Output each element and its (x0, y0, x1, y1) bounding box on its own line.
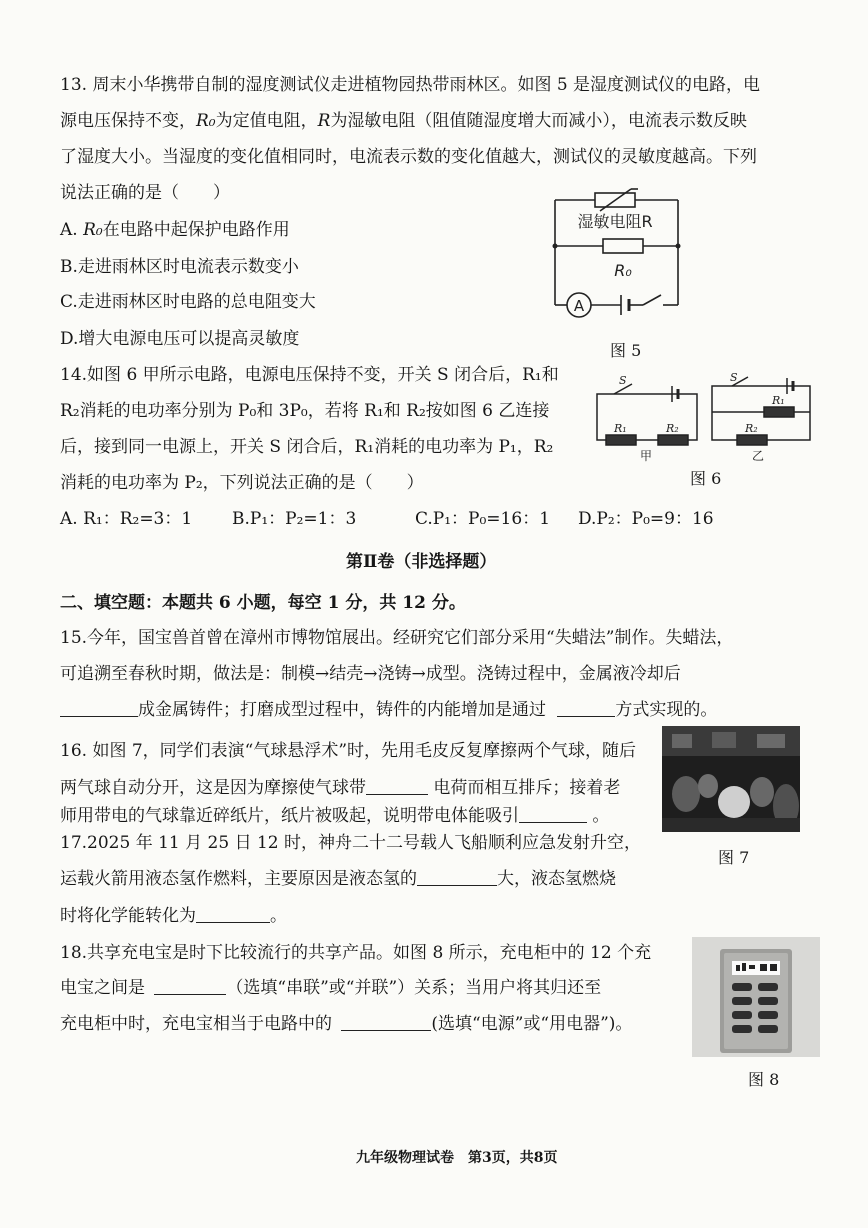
q15-line2: 可追溯至春秋时期，做法是：制模→结壳→浇铸→成型。浇铸过程中，金属液冷却后 (60, 664, 681, 684)
q13-option-a-label: A. (60, 220, 78, 240)
part2-title: 第Ⅱ卷（非选择题） (346, 552, 497, 572)
q18-line2-b: （选填“串联”或“并联”）关系；当用户将其归还至 (226, 978, 602, 998)
figure-8-caption: 图 8 (748, 1070, 780, 1089)
q15-line3-a: 成金属铸件；打磨成型过程中，铸件的内能增加是通过 (138, 700, 546, 720)
q16-blank-1[interactable] (366, 778, 428, 795)
figure-6-circuits (592, 372, 814, 462)
fig6-left-r1-label: R₁ (614, 422, 627, 435)
fig6-yi-label: 乙 (752, 449, 765, 462)
q14-line1: 14.如图 6 甲所示电路，电源电压保持不变，开关 S 闭合后，R₁和 (60, 365, 559, 385)
q14-option-b: B.P₁：P₂=1：3 (232, 509, 357, 529)
q13-sym-r: R (317, 111, 331, 131)
q17-line1: 17.2025 年 11 月 25 日 12 时，神舟二十二号载人飞船顺利应急发射升空， (60, 833, 642, 853)
q18-blank-2[interactable] (341, 1014, 431, 1031)
q18-line1: 18.共享充电宝是时下比较流行的共享产品。如图 8 所示，充电柜中的 12 个充 (60, 943, 652, 963)
fig5-r0-label: R₀ (614, 261, 632, 280)
q14-option-d: D.P₂：P₀=9：16 (578, 509, 714, 529)
q13-line2-a: 源电压保持不变， (60, 111, 196, 131)
figure-7-photo (662, 726, 800, 832)
q17-blank-1[interactable] (417, 869, 497, 886)
q13-option-a-text: 在电路中起保护电路作用 (102, 220, 290, 240)
q17-line3 (60, 905, 287, 927)
q16-line3-b: 。 (592, 806, 610, 826)
q13-line2 (60, 110, 747, 132)
fig6-right-switch-label: S (730, 372, 738, 384)
q18-line2-a: 电宝之间是 (60, 978, 145, 998)
q17-line3-b: 。 (270, 906, 287, 926)
q18-line2 (60, 977, 601, 999)
fig6-jia-label: 甲 (640, 449, 653, 462)
figure-8-photo (692, 937, 820, 1057)
q13-option-d: D.增大电源电压可以提高灵敏度 (60, 329, 300, 349)
q13-option-a-sym: R₀ (83, 220, 103, 240)
q14-line4: 消耗的电功率为 P₂，下列说法正确的是（ ） (60, 473, 424, 493)
fig5-ammeter-label: A (573, 297, 585, 315)
figure-6-caption: 图 6 (690, 469, 722, 488)
fig6-right-r1-label: R₁ (772, 394, 785, 407)
q16-line3 (60, 805, 609, 827)
fig6-left-r2-label: R₂ (666, 422, 679, 435)
fig6-left-switch-label: S (619, 374, 627, 387)
q16-blank-2[interactable] (519, 806, 587, 823)
q16-line2-a: 两气球自动分开，这是因为摩擦使气球带 (60, 778, 366, 798)
q16-line3-a: 师用带电的气球靠近碎纸片，纸片被吸起，说明带电体能吸引 (60, 806, 519, 826)
figure-7-caption: 图 7 (718, 848, 750, 867)
q14-line3: 后，接到同一电源上，开关 S 闭合后，R₁消耗的电功率为 P₁，R₂ (60, 437, 554, 457)
q14-option-c: C.P₁：P₀=16：1 (415, 509, 551, 529)
q13-option-a (60, 219, 290, 241)
figure-5-circuit (545, 185, 685, 325)
q18-blank-1[interactable] (154, 978, 226, 995)
page-footer: 九年级物理试卷 第3页，共8页 (356, 1150, 558, 1166)
q17-line3-a: 时将化学能转化为 (60, 906, 196, 926)
figure-5-caption: 图 5 (610, 341, 642, 360)
q13-line1: 13. 周末小华携带自制的湿度测试仪走进植物园热带雨林区。如图 5 是湿度测试仪的电路，电 (60, 75, 761, 95)
q15-line3-b: 方式实现的。 (615, 700, 718, 720)
q16-line2-b: 电荷而相互排斥；接着老 (433, 778, 621, 798)
q18-line3-b: (选填“电源”或“用电器”)。 (431, 1014, 633, 1034)
q17-line2 (60, 868, 616, 890)
q13-line2-b: 为定值电阻， (215, 111, 318, 131)
fig5-sensor-label: 湿敏电阻R (577, 212, 653, 231)
q15-line1: 15.今年，国宝兽首曾在漳州市博物馆展出。经研究它们部分采用“失蜡法”制作。失蜡法， (60, 628, 734, 648)
q16-line2 (60, 777, 620, 799)
q13-option-b: B.走进雨林区时电流表示数变小 (60, 257, 299, 277)
q13-line4: 说法正确的是（ ） (60, 183, 230, 203)
q16-line1: 16. 如图 7，同学们表演“气球悬浮术”时，先用毛皮反复摩擦两个气球，随后 (60, 741, 637, 761)
q13-line3: 了湿度大小。当湿度的变化值相同时，电流表示数的变化值越大，测试仪的灵敏度越高。下列 (60, 147, 757, 167)
q14-line2: R₂消耗的电功率分别为 P₀和 3P₀，若将 R₁和 R₂按如图 6 乙连接 (60, 401, 550, 421)
fig6-right-r2-label: R₂ (745, 422, 758, 435)
q15-blank-2[interactable] (557, 700, 615, 717)
q17-line2-b: 大，液态氢燃烧 (497, 869, 616, 889)
q18-line3-a: 充电柜中时，充电宝相当于电路中的 (60, 1014, 332, 1034)
q13-sym-r0: R₀ (196, 111, 216, 131)
q13-line2-c: 为湿敏电阻（阻值随湿度增大而减小），电流表示数反映 (330, 111, 747, 131)
q15-blank-1[interactable] (60, 700, 138, 717)
q14-option-a: A. R₁：R₂=3：1 (60, 509, 193, 529)
section-heading: 二、填空题：本题共 6 小题，每空 1 分，共 12 分。 (60, 593, 466, 613)
q15-line3 (60, 699, 717, 721)
q13-option-c: C.走进雨林区时电路的总电阻变大 (60, 292, 316, 312)
q18-line3 (60, 1013, 632, 1035)
q17-blank-2[interactable] (196, 906, 270, 923)
q17-line2-a: 运载火箭用液态氢作燃料，主要原因是液态氢的 (60, 869, 417, 889)
